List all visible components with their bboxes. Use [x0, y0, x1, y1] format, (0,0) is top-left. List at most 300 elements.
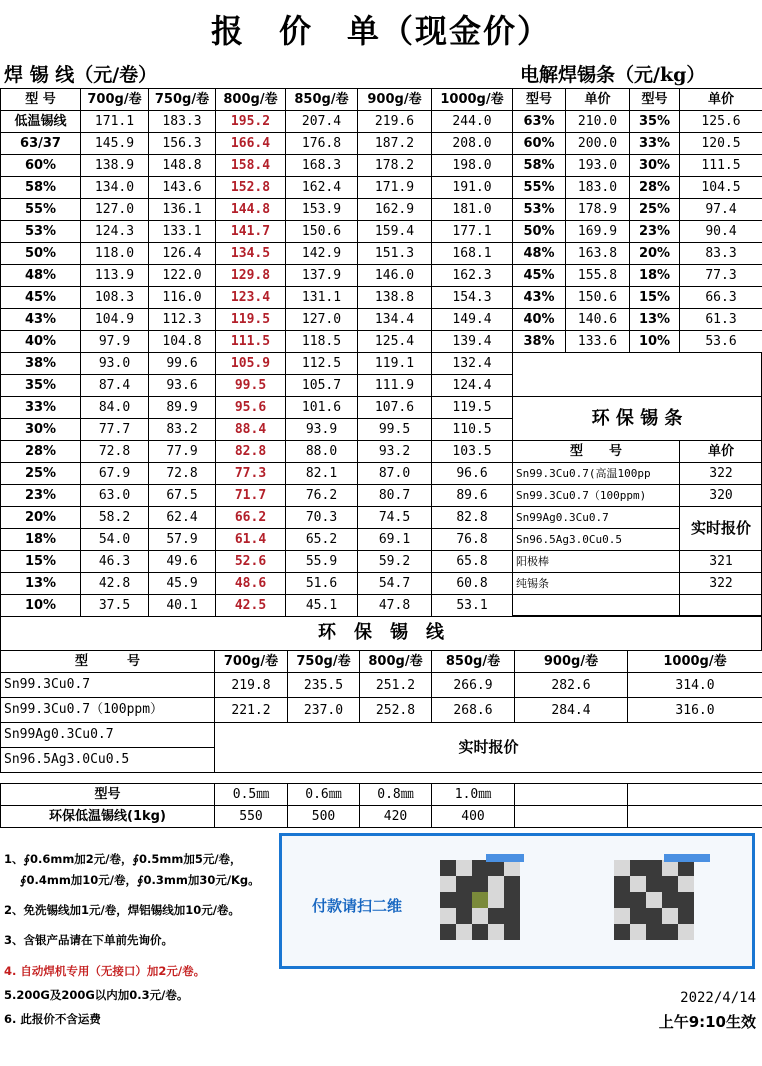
table-row	[1, 287, 513, 309]
low-temp-price: 500	[288, 806, 360, 828]
wire-price: 80.7	[358, 485, 432, 507]
eco-bar-model: Sn99Ag0.3Cu0.7	[513, 507, 680, 529]
wire-price: 136.1	[149, 199, 216, 221]
qr-module	[614, 892, 630, 908]
wire-price: 198.0	[432, 155, 513, 177]
ebar-price: 90.4	[680, 221, 762, 243]
wire-model: 60%	[1, 155, 81, 177]
eco-bar-model: Sn96.5Ag3.0Cu0.5	[513, 529, 680, 551]
wire-price: 58.2	[81, 507, 149, 529]
table-row	[513, 287, 762, 309]
wire-price: 77.3	[216, 463, 286, 485]
eco-bar-realtime: 实时报价	[680, 507, 762, 551]
wire-price: 134.0	[81, 177, 149, 199]
table-row	[513, 551, 762, 573]
wire-price: 178.2	[358, 155, 432, 177]
wire-price: 51.6	[286, 573, 358, 595]
payment-text: 付款请扫二维	[312, 897, 403, 915]
wire-price: 158.4	[216, 155, 286, 177]
ebar-price: 200.0	[566, 133, 630, 155]
ebar-model: 13%	[630, 309, 680, 331]
blue-bar-icon	[486, 854, 524, 862]
wire-model: 15%	[1, 551, 81, 573]
wire-price: 119.1	[358, 353, 432, 375]
eco-wire-price: 284.4	[515, 698, 628, 723]
wire-price: 84.0	[81, 397, 149, 419]
wire-price: 47.8	[358, 595, 432, 617]
wire-price: 70.3	[286, 507, 358, 529]
eco-wire-header: 850g/卷	[432, 651, 515, 673]
note-1: 1、∮0.6mm加2元/卷，∮0.5mm加5元/卷，	[4, 852, 242, 866]
table-row	[513, 243, 762, 265]
wire-price: 127.0	[286, 309, 358, 331]
note-3: 3、含银产品请在下单前先询价。	[4, 933, 173, 947]
eco-bar-price: 320	[680, 485, 762, 507]
eco-bar-model: Sn99.3Cu0.7（100ppm)	[513, 485, 680, 507]
eco-wire-header: 800g/卷	[360, 651, 432, 673]
wire-price: 93.2	[358, 441, 432, 463]
table-row	[1, 265, 513, 287]
wire-model: 38%	[1, 353, 81, 375]
wire-price: 95.6	[216, 397, 286, 419]
wire-price: 162.3	[432, 265, 513, 287]
wire-header: 900g/卷	[358, 89, 432, 111]
wire-price: 123.4	[216, 287, 286, 309]
wire-price: 60.8	[432, 573, 513, 595]
eco-wire-header: 1000g/卷	[628, 651, 762, 673]
solder-wire-title: 焊 锡 线（元/卷）	[4, 64, 158, 86]
low-temp-size: 0.8㎜	[360, 784, 432, 806]
table-row	[513, 441, 762, 463]
wire-header: 700g/卷	[81, 89, 149, 111]
low-temp-price: 420	[360, 806, 432, 828]
eco-wire-price: 219.8	[215, 673, 288, 698]
wire-price: 97.9	[81, 331, 149, 353]
qr-module	[488, 924, 504, 940]
wire-header: 型 号	[1, 89, 81, 111]
table-row	[1, 551, 513, 573]
eco-wire-price: 268.6	[432, 698, 515, 723]
wire-price: 159.4	[358, 221, 432, 243]
wire-model: 63/37	[1, 133, 81, 155]
wire-price: 87.0	[358, 463, 432, 485]
wire-price: 171.9	[358, 177, 432, 199]
table-row	[513, 111, 762, 133]
wire-price: 149.4	[432, 309, 513, 331]
eco-wire-header: 900g/卷	[515, 651, 628, 673]
empty-cell	[628, 806, 762, 828]
wire-price: 138.8	[358, 287, 432, 309]
table-row	[513, 485, 762, 507]
wire-price: 131.1	[286, 287, 358, 309]
wire-price: 176.8	[286, 133, 358, 155]
ebar-model: 45%	[513, 265, 566, 287]
wire-price: 57.9	[149, 529, 216, 551]
wire-price: 154.3	[432, 287, 513, 309]
ebar-model: 53%	[513, 199, 566, 221]
wire-price: 139.4	[432, 331, 513, 353]
ebar-header: 单价	[680, 89, 762, 111]
table-row	[1, 441, 513, 463]
wire-price: 72.8	[149, 463, 216, 485]
empty-cell	[515, 784, 628, 806]
wire-price: 46.3	[81, 551, 149, 573]
electrolytic-bar-table	[512, 88, 762, 353]
qr-module	[662, 876, 678, 892]
wire-model: 43%	[1, 309, 81, 331]
qr-module	[472, 924, 488, 940]
wire-price: 145.9	[81, 133, 149, 155]
ebar-price: 111.5	[680, 155, 762, 177]
ebar-model: 15%	[630, 287, 680, 309]
wire-price: 40.1	[149, 595, 216, 617]
wire-model: 23%	[1, 485, 81, 507]
wire-price: 82.8	[216, 441, 286, 463]
qr-module	[678, 924, 694, 940]
qr-module	[440, 908, 456, 924]
qr-module	[488, 908, 504, 924]
wire-price: 65.8	[432, 551, 513, 573]
eco-wire-price: 316.0	[628, 698, 762, 723]
wire-price: 133.1	[149, 221, 216, 243]
qr-module	[646, 892, 662, 908]
wire-price: 82.8	[432, 507, 513, 529]
qr-module	[630, 908, 646, 924]
note-1b: ∮0.4mm加10元/卷，∮0.3mm加30元/Kg。	[20, 873, 260, 887]
wire-price: 119.5	[216, 309, 286, 331]
wire-model: 33%	[1, 397, 81, 419]
wire-price: 113.9	[81, 265, 149, 287]
wire-price: 191.0	[432, 177, 513, 199]
ebar-price: 83.3	[680, 243, 762, 265]
empty-cell	[513, 595, 680, 617]
ebar-price: 210.0	[566, 111, 630, 133]
low-temp-size: 0.5㎜	[215, 784, 288, 806]
qr-module	[646, 908, 662, 924]
ebar-price: 169.9	[566, 221, 630, 243]
qr-module	[630, 924, 646, 940]
eco-wire-header: 750g/卷	[288, 651, 360, 673]
wire-model: 25%	[1, 463, 81, 485]
table-row	[1, 773, 762, 784]
wire-price: 45.9	[149, 573, 216, 595]
table-row	[1, 133, 513, 155]
table-row	[1, 375, 513, 397]
wire-price: 99.5	[216, 375, 286, 397]
low-temp-size: 1.0㎜	[432, 784, 515, 806]
qr-code-icon	[614, 860, 694, 940]
wire-price: 103.5	[432, 441, 513, 463]
ebar-price: 178.9	[566, 199, 630, 221]
wire-model: 28%	[1, 441, 81, 463]
ebar-model: 10%	[630, 331, 680, 353]
table-row	[1, 529, 513, 551]
table-row	[1, 698, 762, 723]
wire-price: 125.4	[358, 331, 432, 353]
qr-module	[488, 860, 504, 876]
wire-model: 10%	[1, 595, 81, 617]
table-row	[1, 155, 513, 177]
spacer-row	[1, 773, 762, 784]
table-row	[513, 177, 762, 199]
table-row	[1, 573, 513, 595]
wire-price: 87.4	[81, 375, 149, 397]
eco-wire-model: Sn99Ag0.3Cu0.7	[1, 723, 215, 748]
qr-module	[440, 924, 456, 940]
ebar-price: 155.8	[566, 265, 630, 287]
eco-wire-model: Sn96.5Ag3.0Cu0.5	[1, 748, 215, 773]
wire-price: 181.0	[432, 199, 513, 221]
wire-price: 82.1	[286, 463, 358, 485]
table-row	[1, 309, 513, 331]
wire-model: 58%	[1, 177, 81, 199]
table-row	[1, 221, 513, 243]
empty-cell	[628, 784, 762, 806]
eco-wire-price: 251.2	[360, 673, 432, 698]
wire-price: 162.9	[358, 199, 432, 221]
wire-price: 62.4	[149, 507, 216, 529]
wire-price: 153.9	[286, 199, 358, 221]
table-row	[513, 331, 762, 353]
wire-price: 183.3	[149, 111, 216, 133]
table-row	[1, 485, 513, 507]
table-row	[1, 673, 762, 698]
qr-module	[662, 892, 678, 908]
table-row	[1, 331, 513, 353]
ebar-model: 20%	[630, 243, 680, 265]
ebar-model: 50%	[513, 221, 566, 243]
qr-module	[646, 876, 662, 892]
wire-price: 54.7	[358, 573, 432, 595]
wire-price: 118.5	[286, 331, 358, 353]
wire-price: 99.6	[149, 353, 216, 375]
table-row	[1, 419, 513, 441]
blue-bar-icon	[664, 854, 710, 862]
qr-module	[472, 908, 488, 924]
wire-model: 50%	[1, 243, 81, 265]
eco-wire-realtime: 实时报价	[215, 723, 762, 773]
effective-time: 上午9:10生效	[658, 1013, 756, 1031]
qr-module	[614, 860, 630, 876]
wire-price: 166.4	[216, 133, 286, 155]
eco-bar-price: 322	[680, 463, 762, 485]
empty-cell	[515, 806, 628, 828]
table-row	[1, 507, 513, 529]
wire-price: 93.6	[149, 375, 216, 397]
ebar-price: 133.6	[566, 331, 630, 353]
table-row	[513, 221, 762, 243]
eco-wire-price: 235.5	[288, 673, 360, 698]
qr-module	[456, 908, 472, 924]
electrolytic-bar-title: 电解焊锡条（元/kg）	[520, 64, 706, 86]
table-row	[1, 353, 513, 375]
wire-price: 124.4	[432, 375, 513, 397]
wire-price: 93.0	[81, 353, 149, 375]
eco-bar-header-price: 单价	[680, 441, 762, 463]
wire-price: 138.9	[81, 155, 149, 177]
ebar-price: 140.6	[566, 309, 630, 331]
ebar-model: 35%	[630, 111, 680, 133]
wire-price: 116.0	[149, 287, 216, 309]
qr-module	[646, 924, 662, 940]
low-temp-price: 550	[215, 806, 288, 828]
note-6: 6. 此报价不含运费	[4, 1012, 101, 1026]
wire-price: 111.5	[216, 331, 286, 353]
eco-bar-title: 环 保 锡 条	[512, 396, 762, 440]
table-row	[1, 397, 513, 419]
wire-price: 132.4	[432, 353, 513, 375]
ebar-price: 120.5	[680, 133, 762, 155]
wire-price: 168.1	[432, 243, 513, 265]
wire-price: 96.6	[432, 463, 513, 485]
table-row	[513, 155, 762, 177]
eco-bar-header-model: 型 号	[513, 441, 680, 463]
eco-bar-model: 纯锡条	[513, 573, 680, 595]
ebar-header: 型号	[513, 89, 566, 111]
ebar-model: 40%	[513, 309, 566, 331]
qr-code-icon	[440, 860, 520, 940]
wire-price: 99.5	[358, 419, 432, 441]
wire-price: 101.6	[286, 397, 358, 419]
wire-price: 42.8	[81, 573, 149, 595]
wire-header: 800g/卷	[216, 89, 286, 111]
table-row	[1, 463, 513, 485]
table-row	[1, 243, 513, 265]
table-row	[513, 507, 762, 529]
wire-price: 88.4	[216, 419, 286, 441]
wire-price: 55.9	[286, 551, 358, 573]
wire-price: 49.6	[149, 551, 216, 573]
ebar-model: 60%	[513, 133, 566, 155]
eco-wire-table	[0, 650, 762, 784]
eco-wire-price: 221.2	[215, 698, 288, 723]
low-temp-size: 0.6㎜	[288, 784, 360, 806]
qr-module	[614, 876, 630, 892]
qr-module	[630, 876, 646, 892]
wire-price: 112.3	[149, 309, 216, 331]
wire-model: 40%	[1, 331, 81, 353]
ebar-model: 18%	[630, 265, 680, 287]
wire-model: 53%	[1, 221, 81, 243]
wire-price: 72.8	[81, 441, 149, 463]
ebar-price: 163.8	[566, 243, 630, 265]
wire-price: 65.2	[286, 529, 358, 551]
table-row	[513, 573, 762, 595]
wire-price: 76.2	[286, 485, 358, 507]
qr-module	[630, 892, 646, 908]
qr-module	[456, 892, 472, 908]
ebar-price: 61.3	[680, 309, 762, 331]
wire-price: 66.2	[216, 507, 286, 529]
table-row	[513, 199, 762, 221]
wire-price: 162.4	[286, 177, 358, 199]
wire-price: 143.6	[149, 177, 216, 199]
qr-module	[678, 892, 694, 908]
solder-wire-table	[0, 88, 513, 617]
wire-price: 108.3	[81, 287, 149, 309]
wire-price: 244.0	[432, 111, 513, 133]
table-row	[1, 177, 513, 199]
qr-module	[614, 924, 630, 940]
wire-price: 53.1	[432, 595, 513, 617]
wire-price: 63.0	[81, 485, 149, 507]
eco-wire-price: 237.0	[288, 698, 360, 723]
wire-price: 42.5	[216, 595, 286, 617]
qr-module	[504, 860, 520, 876]
eco-wire-header: 700g/卷	[215, 651, 288, 673]
wire-model: 低温锡线	[1, 111, 81, 133]
ebar-model: 23%	[630, 221, 680, 243]
ebar-price: 53.6	[680, 331, 762, 353]
wire-price: 208.0	[432, 133, 513, 155]
ebar-model: 58%	[513, 155, 566, 177]
qr-module	[456, 860, 472, 876]
ebar-price: 193.0	[566, 155, 630, 177]
wire-price: 118.0	[81, 243, 149, 265]
eco-wire-title: 环 保 锡 线	[0, 616, 762, 650]
ebar-price: 66.3	[680, 287, 762, 309]
eco-wire-header-model: 型 号	[1, 651, 215, 673]
ebar-price: 183.0	[566, 177, 630, 199]
wire-model: 45%	[1, 287, 81, 309]
wire-price: 74.5	[358, 507, 432, 529]
eco-wire-model: Sn99.3Cu0.7（100ppm）	[1, 698, 215, 723]
qr-module	[440, 876, 456, 892]
wire-price: 104.9	[81, 309, 149, 331]
note-2: 2、免洗锡线加1元/卷，焊铝锡线加10元/卷。	[4, 903, 240, 917]
low-temp-name: 环保低温锡线(1kg)	[1, 806, 215, 828]
wire-price: 137.9	[286, 265, 358, 287]
wire-model: 20%	[1, 507, 81, 529]
table-row	[1, 595, 513, 617]
table-row	[1, 723, 762, 748]
wire-price: 122.0	[149, 265, 216, 287]
table-row	[1, 806, 762, 828]
wire-price: 67.5	[149, 485, 216, 507]
qr-module	[504, 924, 520, 940]
qr-module	[504, 892, 520, 908]
wire-price: 69.1	[358, 529, 432, 551]
eco-wire-price: 282.6	[515, 673, 628, 698]
wire-price: 88.0	[286, 441, 358, 463]
empty-cell	[680, 595, 762, 617]
wire-price: 142.9	[286, 243, 358, 265]
qr-module	[678, 908, 694, 924]
qr-module	[472, 860, 488, 876]
note-4: 4. 自动焊机专用（无接口）加2元/卷。	[4, 964, 206, 978]
wire-price: 127.0	[81, 199, 149, 221]
wire-price: 89.6	[432, 485, 513, 507]
note-5: 5.200G及200G以内加0.3元/卷。	[4, 988, 189, 1002]
wire-price: 141.7	[216, 221, 286, 243]
qr-module	[678, 860, 694, 876]
ebar-model: 48%	[513, 243, 566, 265]
qr-module	[504, 876, 520, 892]
ebar-model: 33%	[630, 133, 680, 155]
ebar-model: 63%	[513, 111, 566, 133]
wire-price: 104.8	[149, 331, 216, 353]
date: 2022/4/14	[680, 990, 756, 1006]
wire-price: 195.2	[216, 111, 286, 133]
eco-bar-price: 322	[680, 573, 762, 595]
wire-price: 134.4	[358, 309, 432, 331]
wire-model: 55%	[1, 199, 81, 221]
qr-module	[614, 908, 630, 924]
wire-price: 171.1	[81, 111, 149, 133]
eco-wire-price: 266.9	[432, 673, 515, 698]
table-row	[1, 651, 762, 673]
table-row	[513, 265, 762, 287]
